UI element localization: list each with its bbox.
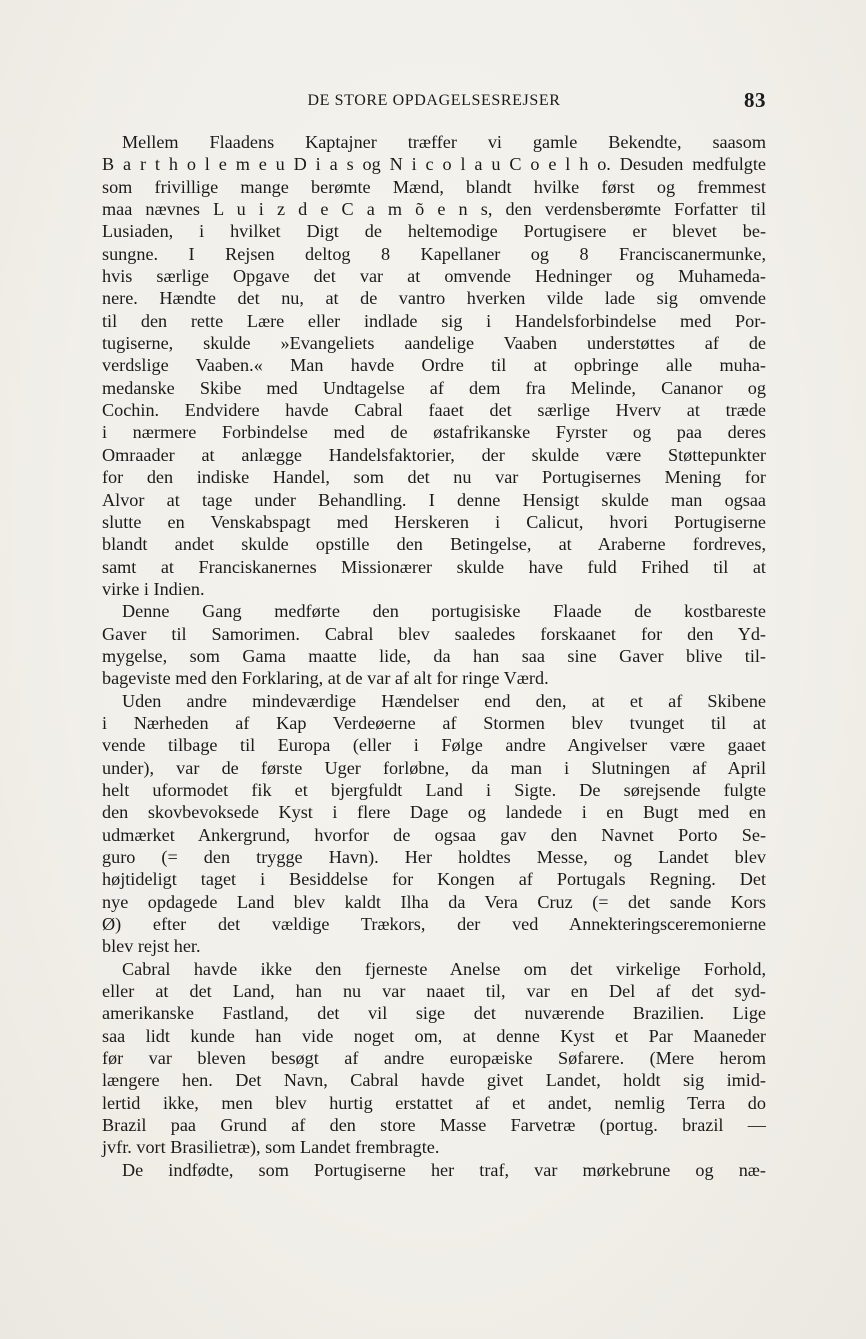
text-line: medanske Skibe med Undtagelse af dem fra Melinde, Cananor og xyxy=(102,377,766,398)
text-line: højtideligt taget i Besiddelse for Kongen af Portugals Regning. Det xyxy=(102,869,766,890)
text-line: jvfr. vort Brasilietræ), som Landet frembragte. xyxy=(102,1137,440,1158)
text-line: udmærket Ankergrund, hvorfor de ogsaa gav den Navnet Porto Se- xyxy=(102,824,766,845)
text-line: som frivillige mange berømte Mænd, blandt hvilke først og fremmest xyxy=(102,176,766,197)
text-line: samt at Franciskanernes Missionærer skulde have fuld Frihed til at xyxy=(102,556,766,577)
text-line: Gaver til Samorimen. Cabral blev saaledes forskaanet for den Yd- xyxy=(102,623,766,644)
page-number: 83 xyxy=(744,88,766,112)
text-line: i nærmere Forbindelse med de østafrikanske Fyrster og paa deres xyxy=(102,422,766,443)
text-line: Cochin. Endvidere havde Cabral faaet det særlige Hverv at træde xyxy=(102,400,766,421)
text-line: i Nærheden af Kap Verdeøerne af Stormen blev tvunget til at xyxy=(102,712,766,733)
text-line: amerikanske Fastland, det vil sige det nuværende Brazilien. Lige xyxy=(102,1003,766,1024)
text-line: nere. Hændte det nu, at de vantro hverken vilde lade sig omvende xyxy=(102,288,766,309)
text-line: Uden andre mindeværdige Hændelser end den, at et af Skibene xyxy=(122,690,766,711)
text-line: Alvor at tage under Behandling. I denne Hensigt skulde man ogsaa xyxy=(102,489,766,510)
page-header xyxy=(102,90,766,116)
text-line: maa nævnes L u i z d e C a m õ e n s, den verdensberømte Forfatter til xyxy=(102,199,766,220)
text-line: guro (= den trygge Havn). Her holdtes Messe, og Landet blev xyxy=(102,847,766,867)
body-text xyxy=(102,131,766,1181)
text-line: eller at det Land, han nu var naaet til, var en Del af det syd- xyxy=(102,981,766,1002)
text-line: under), var de første Uger forløbne, da man i Slutningen af April xyxy=(102,757,766,778)
text-line: længere hen. Det Navn, Cabral havde givet Landet, holdt sig imid- xyxy=(102,1070,766,1091)
text-line: hvis særlige Opgave det var at omvende Hedninger og Muhameda- xyxy=(102,266,766,287)
text-line: lertid ikke, men blev hurtig erstattet af et andet, nemlig Terra do xyxy=(102,1092,766,1113)
text-line: den skovbevoksede Kyst i flere Dage og landede i en Bugt med en xyxy=(102,802,766,823)
text-line: til den rette Lære eller indlade sig i Handelsforbindelse med Por- xyxy=(102,310,766,331)
text-line: vende tilbage til Europa (eller i Følge andre Angivelser være gaaet xyxy=(102,735,766,756)
text-line: Omraader at anlægge Handelsfaktorier, der skulde være Støttepunkter xyxy=(102,444,766,465)
text-line: tugiserne, skulde »Evangeliets aandelige Vaaben understøttes af de xyxy=(102,333,766,354)
text-line: sungne. I Rejsen deltog 8 Kapellaner og 8 Franciscanermunke, xyxy=(102,243,766,264)
text-line: før var bleven besøgt af andre europæiske Søfarere. (Mere herom xyxy=(102,1048,766,1069)
running-title: DE STORE OPDAGELSESREJSER xyxy=(307,92,561,109)
text-line: saa lidt kunde han vide noget om, at denne Kyst et Par Maaneder xyxy=(102,1025,766,1046)
text-line: blandt andet skulde opstille den Betingelse, at Araberne fordreves, xyxy=(102,534,766,555)
text-line: virke i Indien. xyxy=(102,578,205,599)
text-line: Denne Gang medførte den portugisiske Flaade de kostbareste xyxy=(122,601,766,622)
text-line: De indfødte, som Portugiserne her traf, var mørkebrune og næ- xyxy=(122,1159,766,1180)
text-line: Cabral havde ikke den fjerneste Anelse om det virkelige Forhold, xyxy=(122,958,766,979)
text-line: bageviste med den Forklaring, at de var af alt for ringe Værd. xyxy=(102,668,549,689)
text-line: Lusiaden, i hvilket Digt de heltemodige Portugisere er blevet be- xyxy=(102,221,766,242)
text-line: slutte en Venskabspagt med Herskeren i Calicut, hvori Portugiserne xyxy=(102,511,766,532)
text-line: Mellem Flaadens Kaptajner træffer vi gamle Bekendte, saasom xyxy=(122,132,766,152)
text-line: mygelse, som Gama maatte lide, da han saa sine Gaver blive til- xyxy=(102,645,766,666)
text-line: Ø) efter det vældige Trækors, der ved Annekteringsceremonierne xyxy=(102,914,766,935)
text-line: blev rejst her. xyxy=(102,936,201,957)
text-line: helt uformodet fik et bjergfuldt Land i Sigte. De sørejsende fulgte xyxy=(102,779,766,800)
text-line: for den indiske Handel, som det nu var Portugisernes Mening for xyxy=(102,467,766,488)
text-line: Brazil paa Grund af den store Masse Farvetræ (portug. brazil — xyxy=(102,1115,766,1136)
text-line: verdslige Vaaben.« Man havde Ordre til at opbringe alle muha- xyxy=(102,355,766,376)
text-line: nye opdagede Land blev kaldt Ilha da Vera Cruz (= det sande Kors xyxy=(102,891,766,912)
text-line: B a r t h o l e m e u D i a s og N i c o l a u C o e l h o. Desuden medfulgte xyxy=(102,154,766,175)
